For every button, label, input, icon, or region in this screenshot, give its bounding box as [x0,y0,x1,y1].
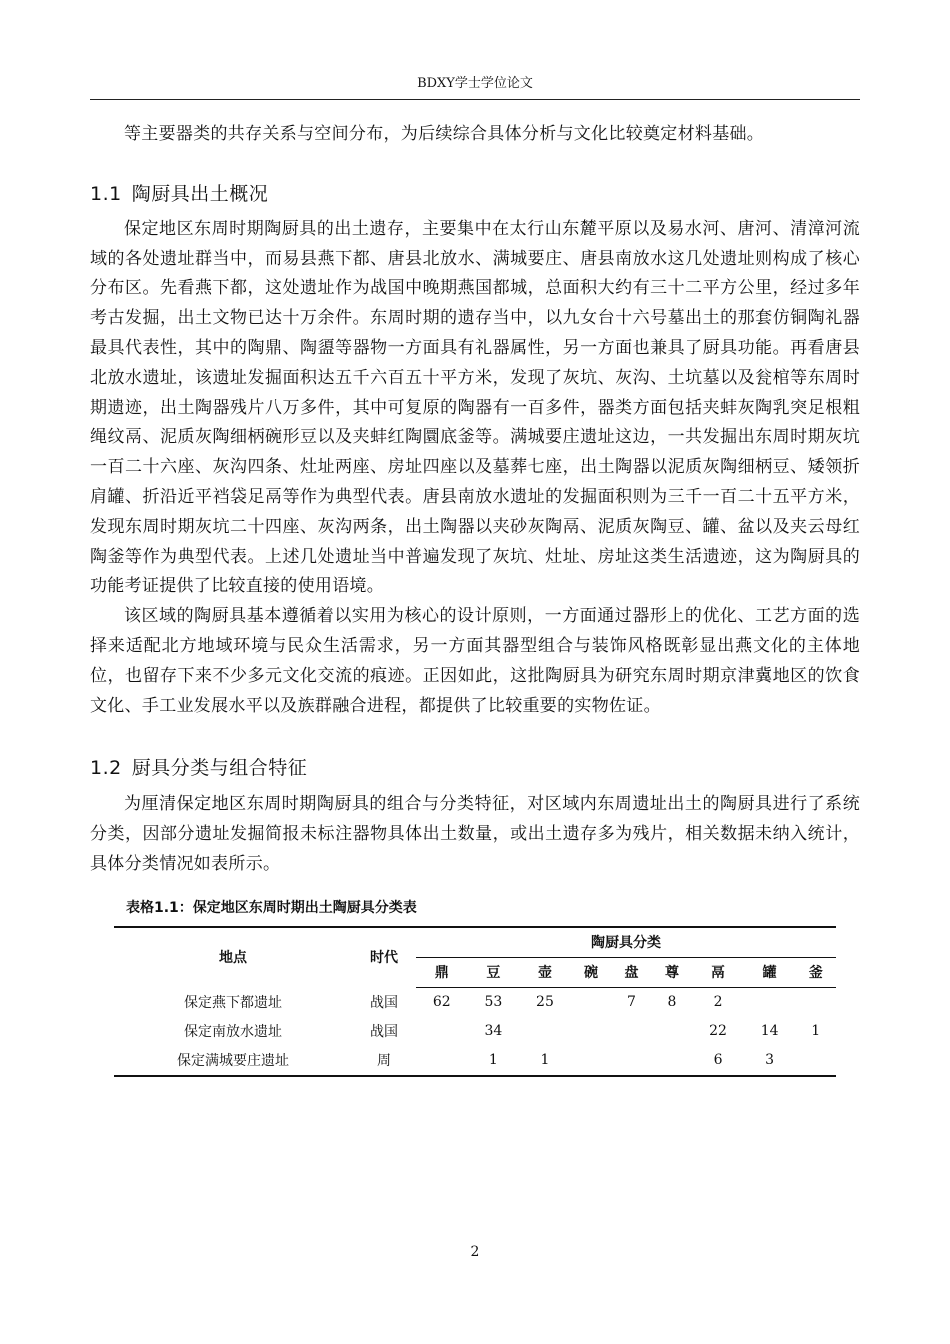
count-cell [744,987,796,1017]
site-cell: 保定满城要庄遗址 [114,1046,352,1076]
period-cell: 战国 [370,994,398,1011]
count-cell [416,1017,468,1046]
section-heading-1-1 [90,180,860,208]
table-caption: 表格1.1：保定地区东周时期出土陶厨具分类表 [126,899,417,916]
period-cell: 周 [352,1046,416,1076]
table-row [114,1046,836,1076]
paragraph: 保定地区东周时期陶厨具的出土遗存，主要集中在太行山东麓平原以及易水河、唐河、清漳河流域的各处遗址群当中，而易县燕下都、唐县北放水、满城要庄、唐县南放水这几处遗址则构成了核心分布区。先看燕下都，这处遗址作为战国中晚期燕国都城，总面积大约有三十二平方公里，经过多年考古发掘，出土文物已达十万余件。东周时期的遗存当中，以九女台十六号墓出土的那套仿铜陶礼器最具代表性，其中的陶鼎、陶盨等器物一方面具有礼器属性，另一方面也兼具了厨具功能。再看唐县北放水遗址，该遗址发掘面积达五千六百五十平方米，发现了灰坑、灰沟、土坑墓以及瓮棺等东周时期遗迹，出土陶器残片八万多件，其中可复原的陶器有一百多件，器类方面包括夹蚌灰陶乳突足根粗绳纹鬲、泥质灰陶细柄碗形豆以及夹蚌红陶圜底釜等。满城要庄遗址这边，一共发掘出东周时期灰坑一百二十六座、灰沟四条、灶址两座、房址四座以及墓葬七座，出土陶器以泥质灰陶细柄豆、矮领折肩罐、折沿近平裆袋足鬲等作为典型代表。唐县南放水遗址的发掘面积则为三千一百二十五平方米，发现东周时期灰坑二十四座、灰沟两条，出土陶器以夹砂灰陶鬲、泥质灰陶豆、罐、盆以及夹云母红陶釜等作为典型代表。上述几处遗址当中普遍发现了灰坑、灶址、房址这类生活遗迹，这为陶厨具的功能考证提供了比较直接的使用语境。 [90,218,860,597]
section-number: 1.1 [90,182,122,205]
count-cell [571,1046,612,1076]
count-cell: 8 [667,994,677,1011]
paragraph: 为厘清保定地区东周时期陶厨具的组合与分类特征，对区域内东周遗址出土的陶厨具进行了系统分类，因部分遗址发掘简报未标注器物具体出土数量，或出土遗存多为残片，相关数据未纳入统计，具体分类情况如表所示。 [90,794,860,874]
table-row [114,987,836,1017]
pottery-classification-table [114,926,836,1077]
count-cell [571,987,612,1017]
count-cell: 34 [484,1023,503,1040]
column-header-site: 地点 [114,927,352,988]
count-cell [611,1046,652,1076]
count-cell: 1 [468,1046,520,1076]
table-row [114,1017,836,1046]
count-cell [519,1017,571,1046]
count-cell [795,1046,836,1076]
section-heading-1-2 [90,754,860,782]
count-cell [652,1017,693,1046]
count-cell: 1 [519,1046,571,1076]
section-number: 1.2 [90,757,122,780]
period-cell: 战国 [370,1024,398,1041]
count-cell [795,987,836,1017]
category-header: 盘 [611,957,652,987]
count-cell: 22 [709,1023,727,1040]
count-cell: 25 [536,994,554,1011]
page-number: 2 [470,1244,480,1260]
running-header: BDXY学士学位论文 [417,76,533,91]
paragraph: 该区域的陶厨具基本遵循着以实用为核心的设计原则，一方面通过器形上的优化、工艺方面的选择来适配北方地域环境与民众生活需求，另一方面其器型组合与装饰风格既彰显出燕文化的主体地位，也留存下来不少多元文化交流的痕迹。正因如此，这批陶厨具为研究东周时期京津冀地区的饮食文化、手工业发展水平以及族群融合进程，都提供了比较重要的实物佐证。 [90,606,860,716]
header-rule [90,99,860,100]
category-header: 鬲 [692,957,744,987]
count-cell: 14 [760,1023,779,1040]
column-header-period: 时代 [352,927,416,988]
count-cell: 62 [432,994,451,1011]
section-title: 厨具分类与组合特征 [131,757,308,780]
site-cell: 保定南放水遗址 [184,1024,282,1041]
count-cell [652,1046,693,1076]
count-cell: 6 [692,1046,744,1076]
site-cell: 保定燕下都遗址 [184,994,282,1011]
category-header: 罐 [744,957,796,987]
column-group-header: 陶厨具分类 [416,927,836,958]
intro-paragraph: 等主要器类的共存关系与空间分布，为后续综合具体分析与文化比较奠定材料基础。 [124,124,765,144]
category-header: 鼎 [416,957,468,987]
category-header: 釜 [795,957,836,987]
count-cell [571,1017,612,1046]
count-cell [611,1017,652,1046]
count-cell [416,1046,468,1076]
category-header: 壶 [519,957,571,987]
category-header: 碗 [571,957,612,987]
section-title: 陶厨具出土概况 [131,182,269,205]
category-header: 豆 [468,957,520,987]
page-body [90,120,860,1077]
count-cell: 53 [484,994,503,1011]
count-cell: 2 [713,994,723,1011]
count-cell: 7 [627,994,636,1011]
count-cell: 1 [811,1023,821,1040]
count-cell: 3 [744,1046,796,1076]
category-header: 尊 [652,957,693,987]
